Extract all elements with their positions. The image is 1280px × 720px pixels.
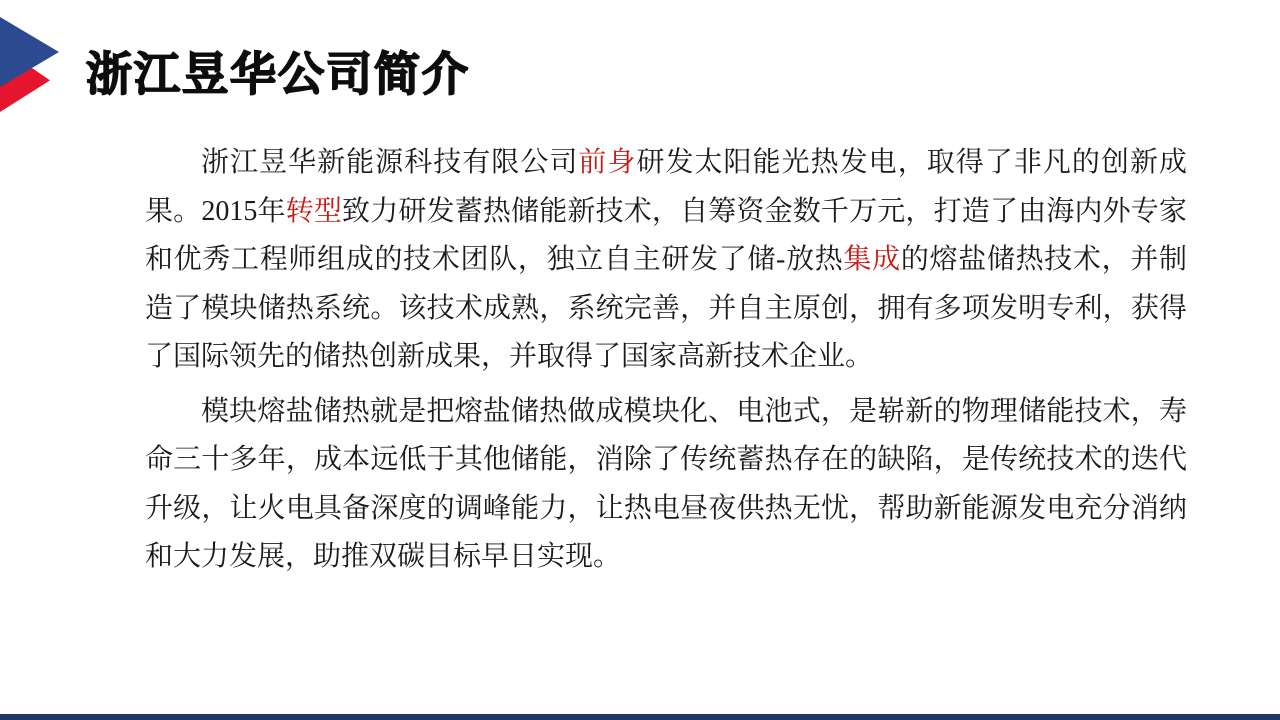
text-run: 研发太阳能光热发电，取得了非凡的创新成果。2015年 xyxy=(145,147,1187,227)
highlighted-text: 前身 xyxy=(578,147,637,178)
highlighted-text: 转型 xyxy=(285,195,343,227)
paragraph xyxy=(145,388,1187,582)
text-run: 浙江昱华新能源科技有限公司 xyxy=(201,147,579,178)
page-title: 浙江昱华公司简介 xyxy=(86,48,470,100)
footer-bar xyxy=(0,714,1280,720)
paragraph xyxy=(145,139,1187,382)
text-run: 致力研发蓄热储能新技术，自筹资金数千万元，打造了由海内外专家和优秀工程师组成的技术团队，独立自主研发了储-放热 xyxy=(145,195,1187,275)
highlighted-text: 集成 xyxy=(843,244,901,275)
text-run: 的熔盐储热技术，并制造了模块储热系统。该技术成熟，系统完善，并自主原创，拥有多项发明专利，获得了国际领先的储热创新成果，并取得了国家高新技术企业。 xyxy=(145,244,1187,372)
text-run: 模块熔盐储热就是把熔盐储热做成模块化、电池式，是崭新的物理储能技术，寿命三十多年，成本远低于其他储能，消除了传统蓄热存在的缺陷，是传统技术的迭代升级，让火电具备深度的调峰能力，让热电昼夜供热无忧，帮助新能源发电充分消纳和大力发展，助推双碳目标早日实现。 xyxy=(145,395,1187,572)
body-text xyxy=(145,139,1187,582)
